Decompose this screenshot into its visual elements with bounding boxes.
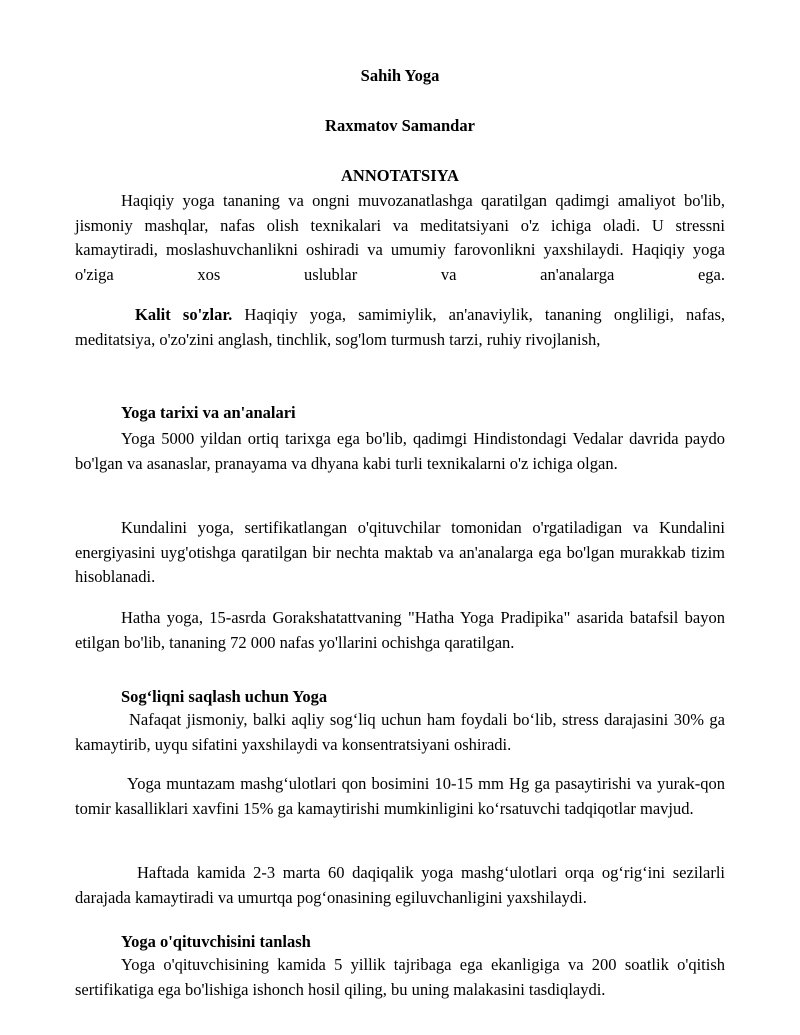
history-paragraph-3: Hatha yoga, 15-asrda Gorakshatattvaning "Hatha Yoga Pradipika" asarida batafsil bayon etilgan bo'lib, tananing 72 000 nafas yo'llarini ochishga qaratilgan.: [75, 608, 725, 652]
keywords-text: Haqiqiy yoga, samimiylik, an'anaviylik, tananing ongliligi, nafas, meditatsiya, o'zo'zini anglash, tinchlik, sog'lom turmush tarzi, ruhiy rivojlanish,: [75, 305, 725, 349]
history-paragraph-2: Kundalini yoga, sertifikatlangan o'qituvchilar tomonidan o'rgatiladigan va Kundalini energiyasini uyg'otishga qaratilgan bir nechta maktab va an'analarga ega bo'lgan murakkab tizim hisoblanadi.: [75, 518, 725, 586]
document-title: Sahih Yoga: [360, 66, 440, 85]
health-paragraph-2: Yoga muntazam mashg‘ulotlari qon bosimini 10-15 mm Hg ga pasaytirishi va yurak-qon tomir kasalliklari xavfini 15% ga kamaytirishi mumkinligini ko‘rsatuvchi tadqiqotlar mavjud.: [75, 774, 725, 818]
keywords-label: Kalit so'zlar.: [135, 305, 233, 324]
section-heading-history: Yoga tarixi va an'analari: [121, 403, 296, 422]
author-name: Raxmatov Samandar: [325, 116, 475, 135]
health-paragraph-3: Haftada kamida 2-3 marta 60 daqiqalik yoga mashg‘ulotlari orqa og‘rig‘ini sezilarli darajada kamaytiradi va umurtqa pog‘onasining egiluvchanligini yaxshilaydi.: [75, 863, 725, 907]
history-paragraph-1: Yoga 5000 yildan ortiq tarixga ega bo'lib, qadimgi Hindistondagi Vedalar davrida paydo bo'lgan va asanaslar, pranayama va dhyana kabi turli texnikalarni o'z ichiga olgan.: [75, 429, 725, 473]
keywords-paragraph: [75, 303, 725, 352]
teacher-paragraph-1: Yoga o'qituvchisining kamida 5 yillik tajribaga ega ekanligiga va 200 soatlik o'qitish sertifikatiga ega bo'lishiga ishonch hosil qiling, bu uning malakasini tasdiqlaydi.: [75, 955, 725, 999]
health-paragraph-1: Nafaqat jismoniy, balki aqliy sog‘liq uchun ham foydali bo‘lib, stress darajasini 30% ga kamaytirib, uyqu sifatini yaxshilaydi va konsentratsiyani oshiradi.: [75, 710, 725, 754]
section-heading-health: Sog‘liqni saqlash uchun Yoga: [121, 687, 328, 706]
annotation-text: Haqiqiy yoga tananing va ongni muvozanatlashga qaratilgan qadimgi amaliyot bo'lib, jismoniy mashqlar, nafas olish texnikalari va meditatsiyani o'z ichiga oladi. U stressni kamaytiradi, moslashuvchanlikni oshiradi va umumiy farovonlikni yaxshilaydi. Haqiqiy yoga o'ziga xos uslublar va an'analarga ega.: [75, 191, 725, 284]
annotation-heading: ANNOTATSIYA: [341, 166, 459, 185]
section-heading-teacher: Yoga o'qituvchisini tanlash: [121, 932, 311, 951]
